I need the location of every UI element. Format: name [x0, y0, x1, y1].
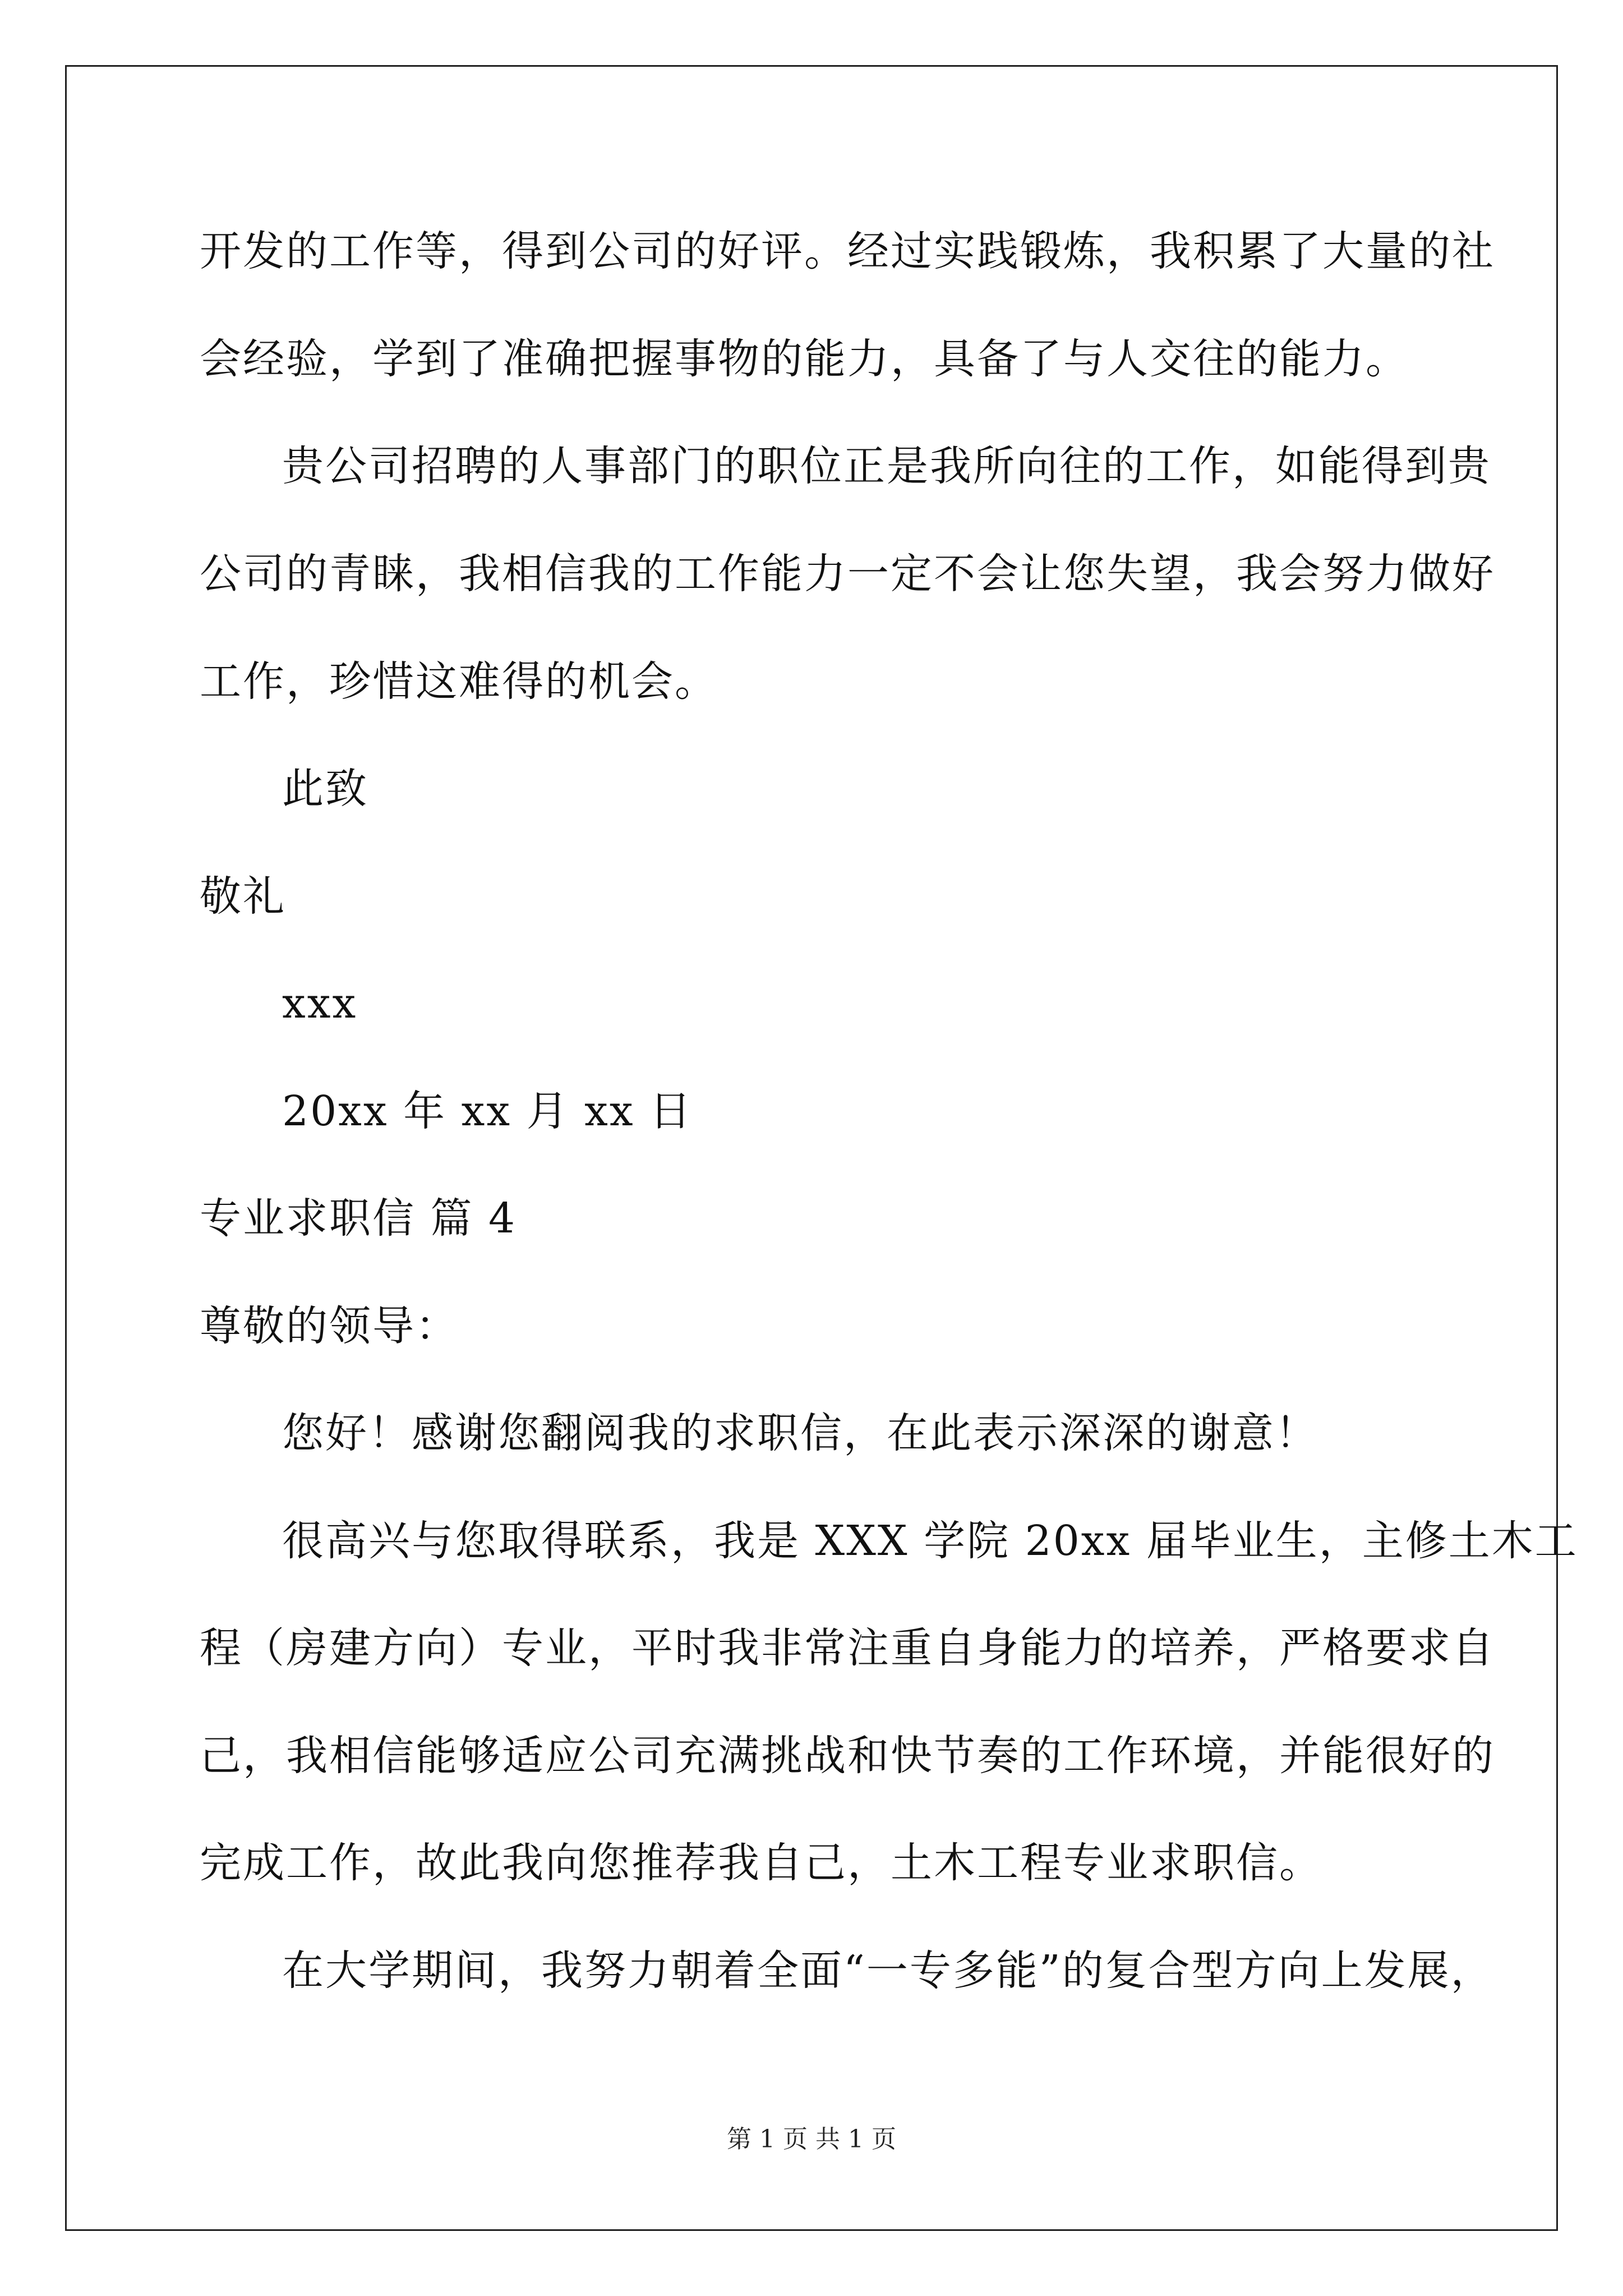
body-line: 工作，珍惜这难得的机会。	[200, 657, 718, 706]
signature-date: 20xx 年 xx 月 xx 日	[282, 1087, 693, 1135]
body-line: 己，我相信能够适应公司充满挑战和快节奏的工作环境，并能很好的	[200, 1732, 1495, 1780]
paragraph-line: 很高兴与您取得联系，我是 XXX 学院 20xx 届毕业生，主修土木工	[282, 1517, 1578, 1565]
section-heading: 专业求职信 篇 4	[200, 1194, 517, 1243]
paragraph-line: 您好！感谢您翻阅我的求职信，在此表示深深的谢意！	[282, 1409, 1318, 1457]
body-line: 会经验，学到了准确把握事物的能力，具备了与人交往的能力。	[200, 335, 1409, 383]
body-line: 开发的工作等，得到公司的好评。经过实践锻炼，我积累了大量的社	[200, 227, 1495, 275]
body-line: 程（房建方向）专业，平时我非常注重自身能力的培养，严格要求自	[200, 1624, 1495, 1672]
page-footer: 第 1 页 共 1 页	[727, 2125, 896, 2154]
greeting: 尊敬的领导：	[200, 1302, 459, 1350]
paragraph-line: 在大学期间，我努力朝着全面“一专多能”的复合型方向上发展，	[282, 1947, 1494, 1995]
body-line: 公司的青睐，我相信我的工作能力一定不会让您失望，我会努力做好	[200, 550, 1495, 598]
closing-regards: 敬礼	[200, 872, 286, 921]
signature-name: xxx	[282, 979, 358, 1028]
closing-salutation: 此致	[282, 765, 368, 813]
paragraph-line: 贵公司招聘的人事部门的职位正是我所向往的工作，如能得到贵	[282, 442, 1491, 490]
page-border	[65, 65, 1558, 2231]
body-line: 完成工作，故此我向您推荐我自己，土木工程专业求职信。	[200, 1839, 1322, 1887]
